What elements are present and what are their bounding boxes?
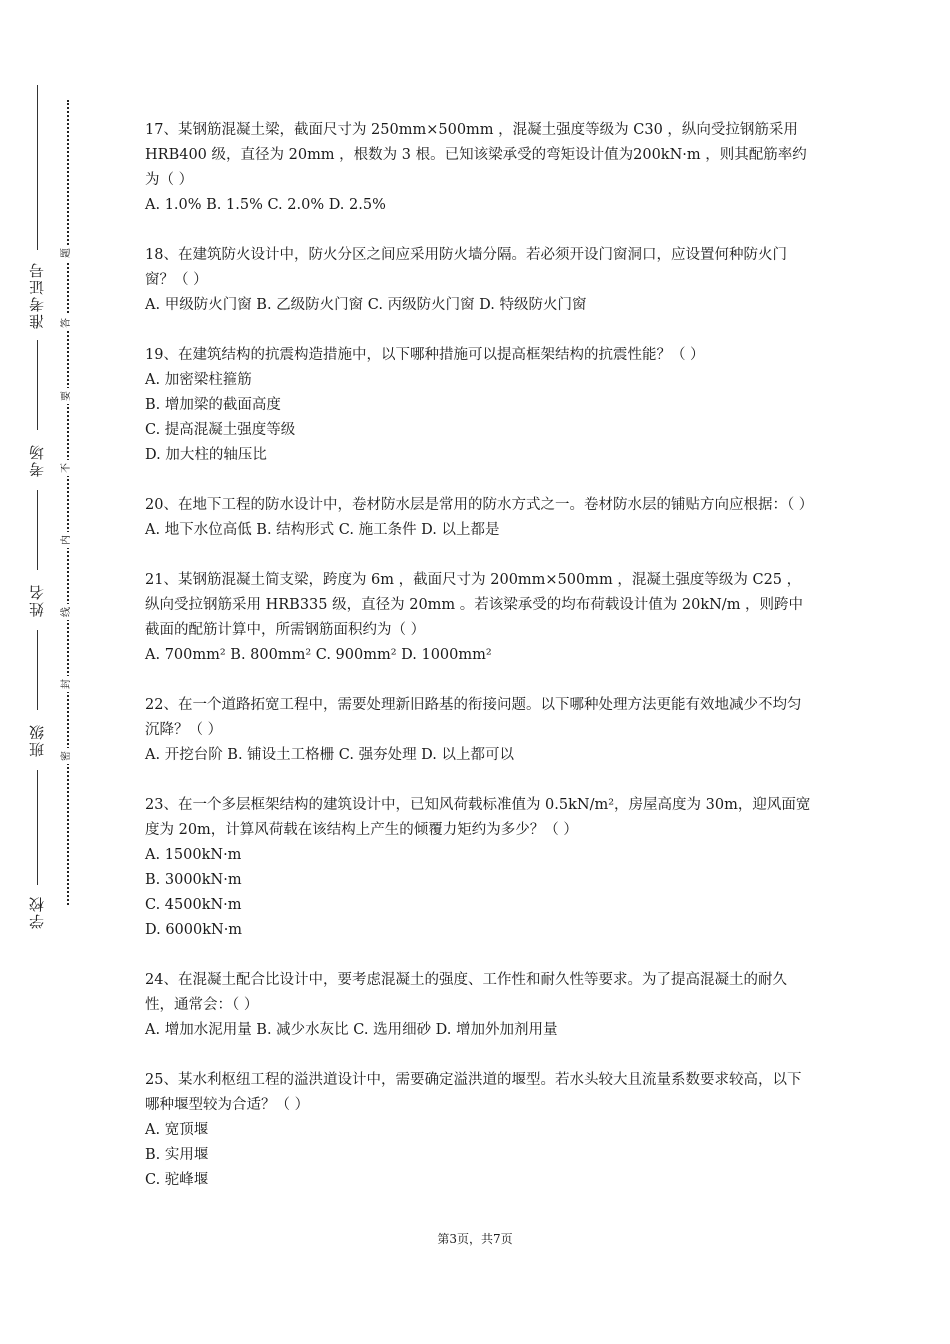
question-stem: 19、在建筑结构的抗震构造措施中，以下哪种措施可以提高框架结构的抗震性能？（ ）: [145, 347, 705, 363]
option-c: C. 驼峰堰: [145, 1172, 209, 1188]
option-b: B. 3000kN·m: [145, 872, 242, 888]
seal-char: 要: [59, 388, 75, 404]
field-line: [37, 340, 38, 430]
option-a: A. 1500kN·m: [145, 847, 242, 863]
question-24: [145, 968, 815, 1043]
option-a: A. 宽顶堰: [145, 1122, 209, 1138]
question-options: A. 地下水位高低 B. 结构形式 C. 施工条件 D. 以上都是: [145, 522, 500, 538]
field-label-class: 班级: [28, 723, 46, 757]
binding-margin: [0, 0, 120, 1344]
question-stem: 22、在一个道路拓宽工程中，需要处理新旧路基的衔接问题。以下哪种处理方法更能有效地减少不均匀沉降？（ ）: [145, 697, 802, 738]
question-21: [145, 568, 815, 668]
option-b: B. 实用堰: [145, 1147, 209, 1163]
field-label-school: 学校: [28, 895, 46, 930]
field-line: [37, 490, 38, 570]
question-stem: 23、在一个多层框架结构的建筑设计中，已知风荷载标准值为 0.5kN/m²，房屋高度为 30m，迎风面宽度为 20m，计算风荷载在该结构上产生的倾覆力矩约为多少？（ ）: [145, 797, 811, 838]
seal-char: 密: [59, 748, 75, 764]
seal-char: 内: [59, 532, 75, 548]
field-line: [37, 85, 38, 250]
page-footer: 第3页，共7页: [437, 1232, 513, 1246]
seal-char: 封: [59, 676, 75, 692]
option-a: A. 加密梁柱箍筋: [145, 372, 252, 388]
question-22: [145, 693, 815, 768]
seal-dotted-line: [67, 100, 69, 905]
seal-char: 不: [59, 460, 75, 476]
question-options: A. 1.0% B. 1.5% C. 2.0% D. 2.5%: [145, 197, 386, 213]
question-options: A. 700mm² B. 800mm² C. 900mm² D. 1000mm²: [145, 647, 492, 663]
question-20: [145, 493, 815, 543]
question-options: A. 增加水泥用量 B. 减少水灰比 C. 选用细砂 D. 增加外加剂用量: [145, 1022, 558, 1038]
field-line: [37, 630, 38, 710]
question-17: [145, 118, 815, 218]
question-stem: 20、在地下工程的防水设计中，卷材防水层是常用的防水方式之一。卷材防水层的铺贴方向应根据：（ ）: [145, 497, 814, 513]
field-label-name: 姓名: [28, 583, 46, 617]
question-stem: 25、某水利枢纽工程的溢洪道设计中，需要确定溢洪道的堰型。若水头较大且流量系数要求较高，以下哪种堰型较为合适？（ ）: [145, 1072, 802, 1113]
option-c: C. 4500kN·m: [145, 897, 242, 913]
question-18: [145, 243, 815, 318]
question-options: A. 甲级防火门窗 B. 乙级防火门窗 C. 丙级防火门窗 D. 特级防火门窗: [145, 297, 587, 313]
option-d: D. 6000kN·m: [145, 922, 243, 938]
seal-char: 答: [59, 315, 75, 331]
question-stem: 18、在建筑防火设计中，防火分区之间应采用防火墙分隔。若必须开设门窗洞口，应设置何种防火门窗？（ ）: [145, 247, 787, 288]
field-label-exam-number: 准考证号: [28, 261, 46, 329]
question-stem: 21、某钢筋混凝土简支梁，跨度为 6m ，截面尺寸为 200mm×500mm ，混凝土强度等级为 C25 ，纵向受拉钢筋采用 HRB335 级，直径为 20mm 。若该梁承受的均布荷载设计值为 20kN/m ，则跨中截面的配筋计算中，所需钢筋面积约为（ ）: [145, 572, 804, 638]
option-d: D. 加大柱的轴压比: [145, 447, 267, 463]
question-list: [145, 118, 815, 1218]
question-stem: 17、某钢筋混凝土梁，截面尺寸为 250mm×500mm ，混凝土强度等级为 C30 ，纵向受拉钢筋采用 HRB400 级，直径为 20mm ，根数为 3 根。已知该梁承受的弯矩设计值为200kN·m ，则其配筋率约为（ ）: [145, 122, 807, 188]
seal-char: 题: [59, 245, 75, 261]
field-label-exam-room: 考场: [28, 443, 46, 477]
question-23: [145, 793, 815, 943]
question-19: [145, 343, 815, 468]
option-c: C. 提高混凝土强度等级: [145, 422, 296, 438]
option-b: B. 增加梁的截面高度: [145, 397, 281, 413]
question-25: [145, 1068, 815, 1193]
seal-char: 线: [59, 604, 75, 620]
question-options: A. 开挖台阶 B. 铺设土工格栅 C. 强夯处理 D. 以上都可以: [145, 747, 515, 763]
field-line: [37, 770, 38, 885]
question-stem: 24、在混凝土配合比设计中，要考虑混凝土的强度、工作性和耐久性等要求。为了提高混凝土的耐久性，通常会：（ ）: [145, 972, 787, 1013]
